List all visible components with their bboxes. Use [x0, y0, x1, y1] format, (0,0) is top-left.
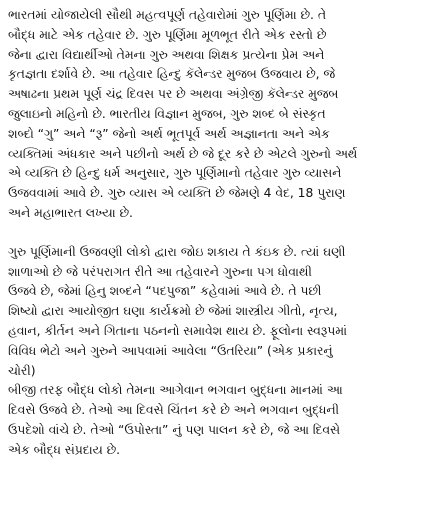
text-line: બીજી તરફ બૌદ્ધ લોકો તેમના આગેવાન ભગવાન બુદ્ધના માનમાં આ [8, 383, 343, 398]
text-line: અને મહાભારત લખ્યા છે. [8, 205, 133, 220]
paragraph-spacer [8, 224, 435, 243]
text-line: વ્યક્તિમાં અંધકાર અને પછીનો અર્થ છે જે દૂર કરે છે એટલે ગુરુનો અર્થ [8, 146, 358, 161]
text-line: ભારતમાં યોજાયેલી સૌથી મહત્વપૂર્ણ તહેવારોમાં ગુરુ પૂર્ણિમા છે. તે [8, 8, 326, 22]
text-line: અષાઢના પ્રથમ પૂર્ણ ચંદ્ર દિવસ પર છે અથવા અંગ્રેજી કૅલેન્ડર મુજબ [8, 87, 339, 102]
text-line: શાળાઓ છે જે પરંપરાગત રીતે આ તહેવારને ગુરુના પગ ધોવાથી [8, 264, 312, 279]
text-line: ઉપદેશો વાંચે છે. તેઓ “ઉપોસ્તા” નું પણ પાલન કરે છે, જે આ દિવસે [8, 422, 340, 437]
text-line: બૌદ્ધ માટે એક તહેવાર છે. ગુરુ પૂર્ણિમા મૂળભૂત રીતે એક રસ્તો છે [8, 27, 327, 42]
text-line: એ વ્યક્તિ છે હિન્દુ ધર્મ અનુસાર, ગુરુ પૂર્ણિમાનો તહેવાર ગુરુ વ્યાસને [8, 166, 342, 181]
text-line: વિવિધ ભેટો અને ગુરુને આપવામાં આવેલા “ઉતરિયા” (એક પ્રકારનું [8, 343, 333, 358]
text-line: ઉજવવામાં આવે છે. ગુરુ વ્યાસ એ વ્યક્તિ છે જેમણે 4 વેદ, 18 પુરાણ [8, 186, 346, 201]
text-line: શિષ્યો દ્વારા આયોજીત ઘણા કાર્યક્રમો છે જેમાં શાસ્ત્રીય ગીતો, નૃત્ય, [8, 304, 338, 319]
text-line: જેના દ્વારા વિદ્યાર્થીઓ તેમના ગુરુ અથવા શિક્ષક પ્રત્યેના પ્રેમ અને [8, 47, 325, 62]
text-line: એક બૌદ્ધ સંપ્રદાય છે. [8, 442, 120, 457]
text-line: ઉજવે છે, જેમાં હિનુ શબ્દને “પદપુજા” કહેવામાં આવે છે. તે પછી [8, 284, 322, 299]
text-line: કૃતજ્ઞતા દર્શાવે છે. આ તહેવાર હિન્દુ કૅલેન્ડર મુજબ ઉજવાય છે, જે [8, 67, 336, 82]
paragraph-guru-purnima-intro [8, 6, 435, 224]
text-line: ગુરુ પૂર્ણિમાની ઉજવણી લોકો દ્વારા જોઇ શકાય તે કંઇક છે. ત્યાં ઘણી [8, 244, 346, 259]
text-line: ચોરી) [8, 363, 36, 378]
text-line: હવાન, કીર્તન અને ગિતાના પઠનનો સમાવેશ થાય છે. ફૂલોના સ્વરૂપમાં [8, 323, 347, 338]
text-line: દિવસે ઉજવે છે. તેઓ આ દિવસે ચિંતન કરે છે અને ભગવાન બુદ્ધની [8, 403, 340, 418]
paragraph-celebration [8, 243, 435, 461]
text-line: શબ્દો “ગુ” અને “રૂ” જેનો અર્થ ભૂતપૂર્વ અર્થ અજ્ઞાનતા અને એક [8, 126, 330, 141]
text-line: જુલાઇનો મહિનો છે. ભારતીય વિજ્ઞાન મુજબ, ગુરુ શબ્દ બે સંસ્કૃત [8, 106, 326, 121]
